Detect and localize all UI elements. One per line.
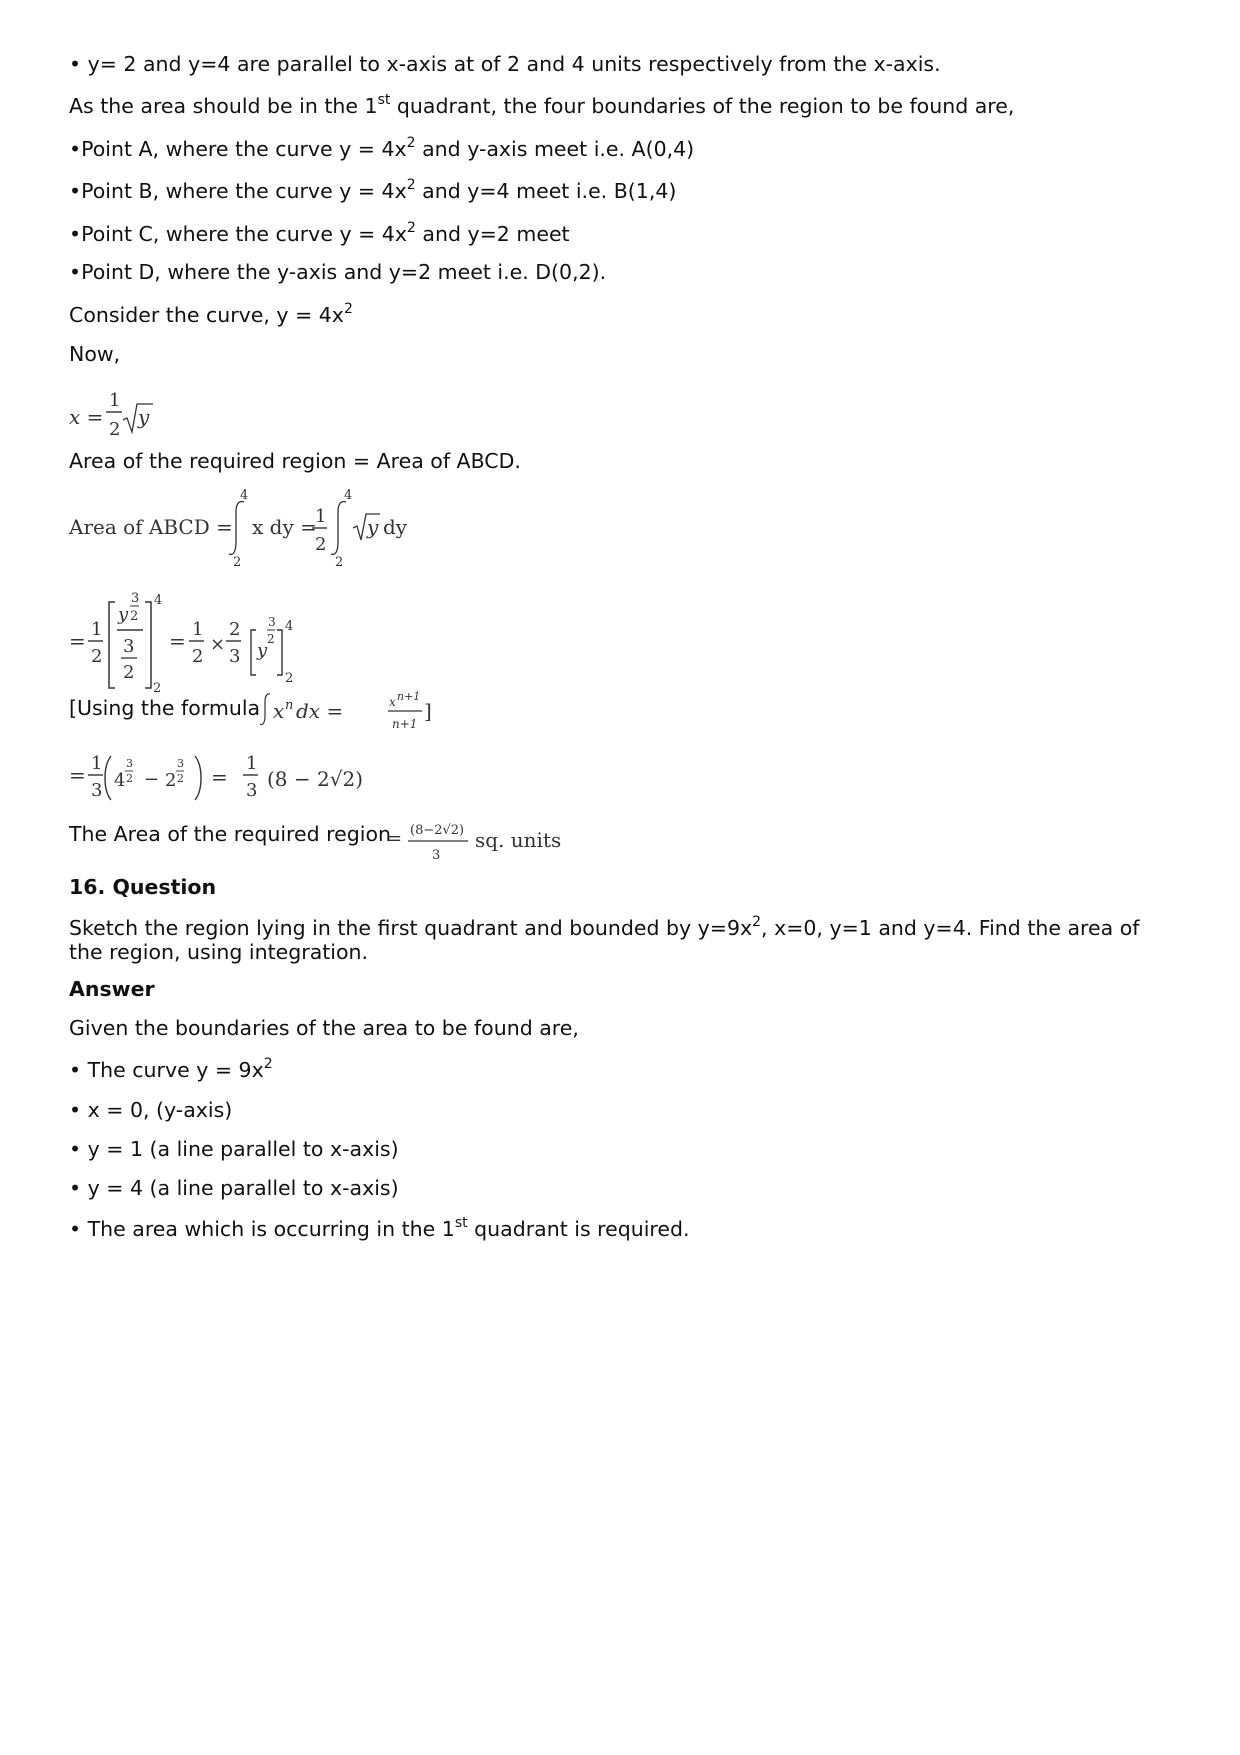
final-answer-label: The Area of the required region	[69, 822, 392, 846]
svg-text:y: y	[367, 515, 379, 539]
power-rule-formula	[254, 688, 484, 748]
svg-text:3: 3	[432, 848, 441, 863]
svg-text:n+1: n+1	[392, 717, 418, 731]
svg-text:n: n	[285, 698, 294, 713]
svg-text:2: 2	[123, 662, 135, 683]
equation-x-sqrt-y	[69, 380, 189, 446]
svg-text:2: 2	[126, 772, 133, 785]
svg-text:2: 2	[335, 555, 344, 570]
svg-text:1: 1	[246, 753, 258, 774]
svg-text:2: 2	[153, 681, 162, 695]
svg-text:1: 1	[109, 390, 121, 411]
svg-text:y: y	[118, 604, 129, 625]
svg-text:4: 4	[285, 619, 294, 634]
svg-text:(8 − 2√2): (8 − 2√2)	[267, 767, 363, 791]
svg-text:x: x	[273, 699, 285, 723]
svg-text:1: 1	[91, 753, 103, 774]
svg-text:4: 4	[114, 770, 126, 791]
svg-text:x dy =: x dy =	[252, 515, 317, 539]
svg-text:x =: x =	[69, 405, 104, 429]
svg-text:sq. units: sq. units	[475, 828, 562, 852]
svg-text:=: =	[69, 763, 86, 787]
question-text: Sketch the region lying in the first quadrant and bounded by $y=9x^2$, x=0, y=1 and y=4. Find the area of the region, using integration.	[69, 914, 1140, 964]
svg-text:n+1: n+1	[397, 690, 421, 703]
point-d-line: •Point D, where the y-axis and y=2 meet i.e. D(0,2).	[69, 260, 607, 284]
list-item: • The curve $y = 9x^2$	[69, 1056, 273, 1082]
svg-text:1: 1	[192, 619, 204, 640]
text-line: Given the boundaries of the area to be found are,	[69, 1016, 579, 1040]
svg-text:3: 3	[229, 646, 241, 667]
final-answer-formula	[387, 812, 647, 872]
equation-evaluation	[69, 742, 389, 812]
svg-text:3: 3	[268, 615, 276, 629]
svg-text:2: 2	[285, 671, 294, 686]
equation-area-integral	[69, 484, 469, 574]
list-item: • The area which is occurring in the 1st quadrant is required.	[69, 1215, 690, 1241]
svg-text:2: 2	[229, 619, 241, 640]
svg-text:]: ]	[424, 699, 432, 723]
svg-text:y: y	[138, 405, 150, 429]
svg-text:3: 3	[126, 757, 133, 770]
svg-text:3: 3	[123, 636, 135, 657]
formula-note: [Using the formula	[69, 696, 261, 720]
svg-text:2: 2	[109, 419, 121, 440]
text-line: • y= 2 and y=4 are parallel to x-axis at of 2 and 4 units respectively from the x-axis.	[69, 52, 941, 76]
svg-text:3: 3	[246, 780, 258, 801]
svg-text:×: ×	[210, 634, 226, 655]
svg-text:2: 2	[315, 534, 327, 555]
svg-text:2: 2	[233, 555, 242, 570]
svg-text:=: =	[69, 629, 86, 653]
list-item: • y = 1 (a line parallel to x-axis)	[69, 1137, 399, 1161]
svg-text:2: 2	[91, 646, 103, 667]
point-c-line: •Point C, where the curve $y = 4x^2$ and y=2 meet	[69, 220, 570, 246]
point-b-line: •Point B, where the curve $y = 4x^2$ and y=4 meet i.e. B(1,4)	[69, 177, 677, 203]
svg-text:1: 1	[315, 506, 327, 527]
text-line: Area of the required region = Area of ABCD.	[69, 449, 521, 473]
svg-text:2: 2	[177, 772, 184, 785]
svg-text:4: 4	[344, 488, 353, 503]
question-heading: 16. Question	[69, 875, 217, 899]
svg-text:Area of ABCD =: Area of ABCD =	[69, 515, 233, 539]
svg-text:3: 3	[131, 591, 140, 606]
text-line: Consider the curve, $y = 4x^2$	[69, 301, 353, 327]
svg-text:3: 3	[91, 780, 103, 801]
svg-text:3: 3	[177, 757, 184, 770]
list-item: • y = 4 (a line parallel to x-axis)	[69, 1176, 399, 1200]
svg-text:2: 2	[165, 770, 177, 791]
svg-text:(8−2√2): (8−2√2)	[410, 823, 465, 838]
svg-text:=: =	[387, 828, 403, 849]
svg-text:2: 2	[130, 609, 139, 624]
point-a-line: •Point A, where the curve $y = 4x^2$ and y-axis meet i.e. A(0,4)	[69, 135, 695, 161]
equation-integration-step	[69, 590, 329, 695]
svg-text:=: =	[169, 629, 186, 653]
svg-text:−: −	[144, 769, 160, 790]
svg-text:2: 2	[267, 632, 275, 646]
text-line: As the area should be in the 1st quadrant, the four boundaries of the region to be found are,	[69, 92, 1015, 118]
text-line: Now,	[69, 342, 121, 366]
svg-text:2: 2	[192, 646, 204, 667]
svg-text:4: 4	[154, 593, 163, 608]
svg-text:=: =	[211, 765, 228, 789]
answer-heading: Answer	[69, 977, 155, 1001]
list-item: • x = 0, (y-axis)	[69, 1098, 233, 1122]
svg-text:dy: dy	[383, 515, 408, 539]
svg-text:x: x	[389, 695, 396, 709]
svg-text:y: y	[257, 640, 268, 661]
svg-text:dx =: dx =	[296, 699, 344, 723]
svg-text:1: 1	[91, 619, 103, 640]
svg-text:4: 4	[240, 488, 249, 503]
